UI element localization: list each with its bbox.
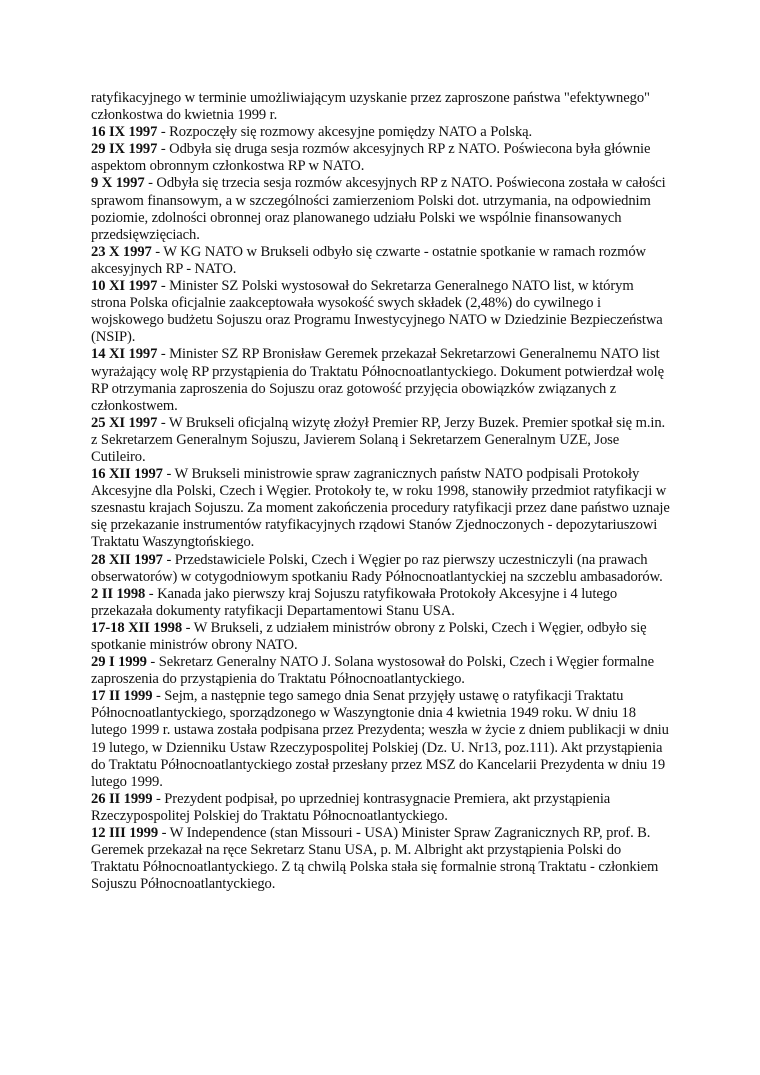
entry-text: - Rozpoczęły się rozmowy akcesyjne pomiędzy NATO a Polską. [157, 124, 533, 141]
chronology-entry [91, 415, 671, 466]
chronology-entry [91, 620, 671, 654]
intro-paragraph: ratyfikacyjnego w terminie umożliwiającym uzyskanie przez zaproszone państwa "efektywnego" członkostwa do kwietnia 1999 r. [91, 90, 650, 124]
entry-text: - Odbyła się druga sesja rozmów akcesyjnych RP z NATO. Poświecona była głównie aspektom obronnym członkostwa RP w NATO. [91, 141, 651, 175]
entry-text: - Kanada jako pierwszy kraj Sojuszu ratyfikowała Protokoły Akcesyjne i 4 lutego przekazała dokumenty ratyfikacji Departamentowi Stanu USA. [91, 585, 618, 619]
chronology-entry [91, 825, 671, 893]
entry-date: 28 XII 1997 [91, 551, 163, 568]
chronology-entry [91, 791, 671, 825]
entry-date: 23 X 1997 [91, 243, 152, 260]
entry-text: - W Brukseli oficjalną wizytę złożył Premier RP, Jerzy Buzek. Premier spotkał się m.in. z Sekretarzem Generalnym Sojuszu, Javierem Solaną i Sekretarzem Generalnym UZE, Jose Cutileiro. [91, 414, 666, 465]
chronology-entry [91, 688, 671, 791]
entry-date: 29 I 1999 [91, 654, 147, 671]
entry-date: 16 XII 1997 [91, 466, 163, 483]
entry-text: - Minister SZ Polski wystosował do Sekretarza Generalnego NATO list, w którym strona Polska oficjalnie zaakceptowała wysokość swych składek (2,48%) do cywilnego i wojskowego budżetu Sojuszu oraz Programu Inwestycyjnego NATO w Dziedzinie Bezpieczeństwa (NSIP). [91, 278, 663, 346]
entry-date: 12 III 1999 [91, 825, 159, 842]
entry-date: 9 X 1997 [91, 175, 145, 192]
entry-date: 2 II 1998 [91, 585, 146, 602]
entry-date: 10 XI 1997 [91, 278, 158, 295]
chronology-entry [91, 654, 671, 688]
chronology-entry [91, 552, 671, 586]
entry-date: 16 IX 1997 [91, 124, 158, 141]
entry-text: - W Independence (stan Missouri - USA) Minister Spraw Zagranicznych RP, prof. B. Geremek przekazał na ręce Sekretarz Stanu USA, p. M. Albright akt przystąpienia Polski do Traktatu Północnoatlantyckiego. Z tą chwilą Polska stała się formalnie stroną Traktatu - członkiem Sojuszu Północnoatlantyckiego. [91, 825, 659, 893]
chronology-entry [91, 141, 671, 175]
chronology-entry [91, 466, 671, 551]
chronology-list [91, 124, 671, 893]
entry-text: - Sejm, a następnie tego samego dnia Senat przyjęły ustawę o ratyfikacji Traktatu Północnoatlantyckiego, sporządzonego w Waszyngtonie dnia 4 kwietnia 1949 roku. W dniu 18 lutego 1999 r. ustawa została podpisana przez Prezydenta; weszła w życie z dniem publikacji w dniu 19 lutego, w Dzienniku Ustaw Rzeczypospolitej Polskiej (Dz. U. Nr13, poz.111). Akt przystąpienia do Traktatu Północnoatlantyckiego został przesłany przez MSZ do Kancelarii Prezydenta w dniu 19 lutego 1999. [91, 688, 669, 790]
entry-text: - W Brukseli, z udziałem ministrów obrony z Polski, Czech i Węgier, odbyło się spotkanie ministrów obrony NATO. [91, 619, 647, 653]
entry-date: 29 IX 1997 [91, 141, 158, 158]
entry-date: 14 XI 1997 [91, 346, 158, 363]
entry-text: - Przedstawiciele Polski, Czech i Węgier po raz pierwszy uczestniczyli (na prawach obserwatorów) w cotygodniowym spotkaniu Rady Północnoatlantyckiej na szczeblu ambasadorów. [91, 551, 663, 585]
entry-date: 26 II 1999 [91, 790, 153, 807]
chronology-entry [91, 175, 671, 243]
chronology-entry [91, 244, 671, 278]
chronology-entry [91, 278, 671, 346]
document-page [91, 90, 671, 893]
entry-date: 17-18 XII 1998 [91, 619, 183, 636]
chronology-entry [91, 346, 671, 414]
entry-text: - Sekretarz Generalny NATO J. Solana wystosował do Polski, Czech i Węgier formalne zaproszenia do przystąpienia do Traktatu Północnoatlantyckiego. [91, 654, 654, 688]
entry-text: - W Brukseli ministrowie spraw zagranicznych państw NATO podpisali Protokoły Akcesyjne dla Polski, Czech i Węgier. Protokoły te, w roku 1998, stanowiły przedmiot ratyfikacji w szesnastu krajach Sojuszu. Za moment zakończenia procedury ratyfikacji przez dane państwo uznaje się przekazanie instrumentów ratyfikacyjnych rządowi Stanów Zjednoczonych - depozytariuszowi Traktatu Waszyngtońskiego. [91, 466, 670, 551]
chronology-entry [91, 586, 671, 620]
entry-text: - W KG NATO w Brukseli odbyło się czwarte - ostatnie spotkanie w ramach rozmów akcesyjnych RP - NATO. [91, 243, 646, 277]
entry-date: 17 II 1999 [91, 688, 153, 705]
entry-date: 25 XI 1997 [91, 414, 158, 431]
chronology-entry [91, 124, 671, 141]
entry-text: - Minister SZ RP Bronisław Geremek przekazał Sekretarzowi Generalnemu NATO list wyrażający wolę RP przystąpienia do Traktatu Północnoatlantyckiego. Dokument potwierdzał wolę RP otrzymania zaproszenia do Sojuszu oraz gotowość przyjęcia obowiązków związanych z członkostwem. [91, 346, 664, 414]
entry-text: - Prezydent podpisał, po uprzedniej kontrasygnacie Premiera, akt przystąpienia Rzeczypospolitej Polskiej do Traktatu Północnoatlantyckiego. [91, 790, 611, 824]
entry-text: - Odbyła się trzecia sesja rozmów akcesyjnych RP z NATO. Poświecona została w całości sprawom finansowym, a w szczególności zamierzeniom Polski dot. utrzymania, na odpowiednim poziomie, zdolności obronnej oraz planowanego udziału Polski we wspólnie finansowanych przedsięwzięciach. [91, 175, 666, 243]
